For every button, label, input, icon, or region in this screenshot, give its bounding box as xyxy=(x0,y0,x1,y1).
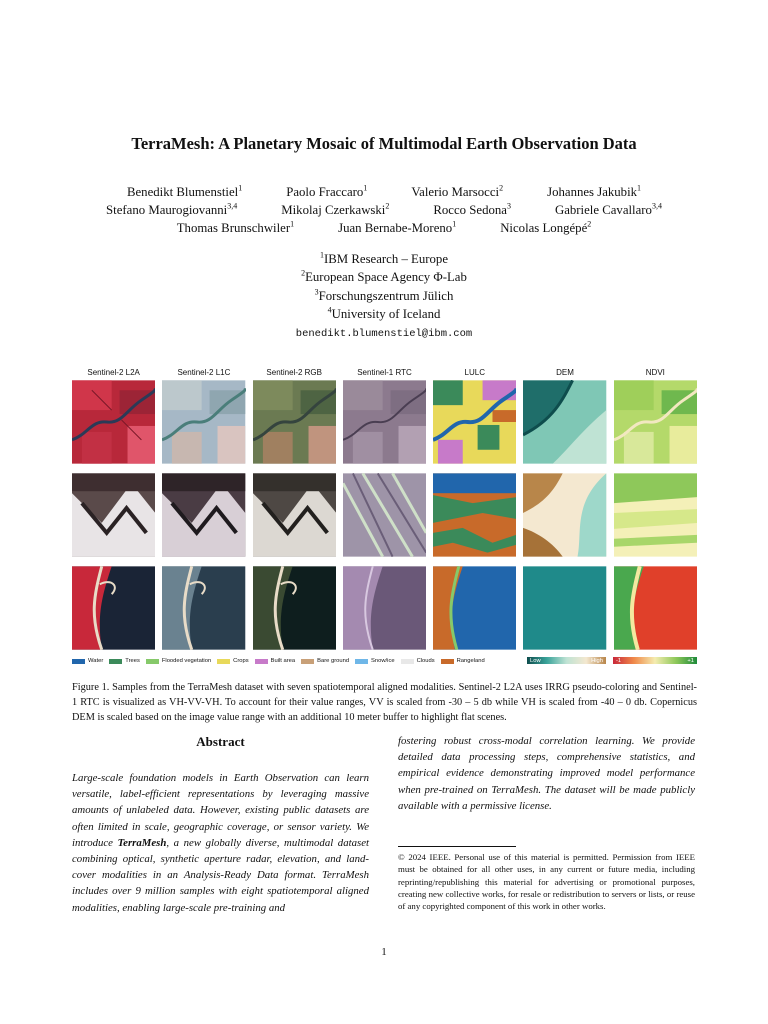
abstract-continuation: fostering robust cross-modal correlation learning. We provide detailed data processing steps, comprehensive statistics, and empirical evidence demonstrating improved model performance when pre-trained on TerraMesh. The dataset will be made publicly available with a permissive license. xyxy=(398,735,695,812)
author-list xyxy=(40,183,728,237)
column-header: Sentinel-1 RTC xyxy=(357,368,412,377)
author-row xyxy=(40,183,728,201)
dem-image xyxy=(523,473,606,557)
column-header: LULC xyxy=(464,368,485,377)
dem-image xyxy=(523,380,606,464)
legend-item: Clouds xyxy=(401,658,435,664)
legend-swatch xyxy=(401,659,414,664)
legend-item: Built area xyxy=(255,658,296,664)
legend-item: Rangeland xyxy=(441,658,485,664)
sentinel2-rgb-image xyxy=(253,380,336,464)
affiliation: $^3$Forschungszentrum Jülich xyxy=(314,287,454,303)
figure-column-headers xyxy=(72,366,697,380)
copyright-footnote: © 2024 IEEE. Personal use of this material is permitted. Permission from IEEE must be obtained for all other uses, in any current or future media, including reprinting/republishing this material for advertising or promotional purposes, creating new collective works, for resale or redistribution to servers or lists, or reuse of any copyrighted component of this work in other works. xyxy=(398,852,695,912)
legend-swatch xyxy=(217,659,230,664)
abstract-heading: Abstract xyxy=(196,734,245,749)
legend-swatch xyxy=(72,659,85,664)
dem-image xyxy=(523,566,606,650)
author: Thomas Brunschwiler$^1$ xyxy=(176,219,295,235)
legend-swatch xyxy=(146,659,159,664)
figure-1 xyxy=(72,366,697,666)
footnote-rule xyxy=(398,846,516,847)
column-header: NDVI xyxy=(645,368,665,377)
legend-item: Snow/ice xyxy=(355,658,395,664)
sentinel2-l2a-image xyxy=(72,566,155,650)
ndvi-colorbar-high: +1 xyxy=(687,657,694,664)
affiliations xyxy=(0,250,768,343)
legend-item: Flooded vegetation xyxy=(146,658,211,664)
dem-colorbar-low: Low xyxy=(530,657,541,664)
legend-swatch xyxy=(355,659,368,664)
sentinel2-l1c-image xyxy=(162,473,245,557)
sentinel2-l1c-image xyxy=(162,566,245,650)
legend-item: Trees xyxy=(109,658,140,664)
legend-swatch xyxy=(109,659,122,664)
lulc-image xyxy=(433,380,516,464)
column-header: Sentinel-2 L2A xyxy=(87,368,140,377)
author-row xyxy=(40,219,728,237)
author: Johannes Jakubik$^1$ xyxy=(547,183,642,199)
author: Benedikt Blumenstiel$^1$ xyxy=(126,183,243,199)
author: Mikolaj Czerkawski$^2$ xyxy=(281,201,390,217)
sentinel2-l2a-image xyxy=(72,473,155,557)
sample-row xyxy=(72,473,697,557)
lulc-image xyxy=(433,473,516,557)
dem-colorbar xyxy=(527,657,606,664)
author: Nicolas Longépé$^2$ xyxy=(500,219,592,235)
affiliation: $^1$IBM Research – Europe xyxy=(319,250,449,266)
legend-swatch xyxy=(255,659,268,664)
sentinel2-l1c-image xyxy=(162,380,245,464)
affiliation: $^2$European Space Agency Φ-Lab xyxy=(301,269,467,285)
author: Paolo Fraccaro$^1$ xyxy=(286,183,368,199)
lulc-image xyxy=(433,566,516,650)
dem-colorbar-high: High xyxy=(591,657,603,664)
ndvi-colorbar xyxy=(613,657,697,664)
abstract-right-column xyxy=(398,733,695,814)
sentinel1-rtc-image xyxy=(343,566,426,650)
author-email[interactable]: benedikt.blumenstiel@ibm.com xyxy=(295,327,473,340)
author: Rocco Sedona$^3$ xyxy=(433,201,511,217)
legend-swatch xyxy=(441,659,454,664)
legend-item: Crops xyxy=(217,658,248,664)
legend-item: Water xyxy=(72,658,103,664)
author-row xyxy=(40,201,728,219)
paper-title: TerraMesh: A Planetary Mosaic of Multimodal Earth Observation Data xyxy=(131,134,637,153)
abstract-left-column xyxy=(72,733,369,916)
legend-swatch xyxy=(301,659,314,664)
ndvi-image xyxy=(614,380,697,464)
column-header: Sentinel-2 RGB xyxy=(266,368,322,377)
column-header: Sentinel-2 L1C xyxy=(177,368,231,377)
ndvi-image xyxy=(614,473,697,557)
legend-item: Bare ground xyxy=(301,658,349,664)
sample-row xyxy=(72,380,697,464)
author: Gabriele Cavallaro$^{3,4}$ xyxy=(554,201,662,217)
sentinel1-rtc-image xyxy=(343,473,426,557)
figure-caption: Figure 1. Samples from the TerraMesh dataset with seven spatiotemporal aligned modalities. Sentinel-2 L2A uses IRRG pseudo-coloring and Sentinel-1 RTC is visualized as VH-VV-VH. To account for their value ranges, VV is scaled from -30 – 5 db while VH is scaled from -40 – 0 db. Copernicus DEM is scaled based on the image value range with an additional 10 meter buffer to highlight flat scenes. xyxy=(72,682,697,723)
ndvi-image xyxy=(614,566,697,650)
page-number: 1 xyxy=(381,946,387,958)
sentinel2-rgb-image xyxy=(253,473,336,557)
author: Juan Bernabe-Moreno$^1$ xyxy=(338,219,457,235)
sentinel2-l2a-image xyxy=(72,380,155,464)
sentinel2-rgb-image xyxy=(253,566,336,650)
sample-row xyxy=(72,566,697,650)
abstract-text: Large-scale foundation models in Earth Observation can learn versatile, label-efficient representations by leveraging massive amounts of unlabeled data. However, existing public datasets are often limited in scale, geographic coverage, or sensor variety. We introduce TerraMesh, a new globally diverse, multimodal dataset combining optical, synthetic aperture radar, elevation, and land-cover modalities in an Analysis-Ready Data format. TerraMesh includes over 9 million samples with eight spatiotemporal aligned modalities, enabling large-scale pre-training and xyxy=(72,772,369,914)
author: Stefano Maurogiovanni$^{3,4}$ xyxy=(106,201,238,217)
affiliation: $^4$University of Iceland xyxy=(327,305,441,322)
column-header: DEM xyxy=(556,368,574,377)
ndvi-colorbar-low: -1 xyxy=(616,657,622,664)
sentinel1-rtc-image xyxy=(343,380,426,464)
author: Valerio Marsocci$^2$ xyxy=(411,183,504,199)
